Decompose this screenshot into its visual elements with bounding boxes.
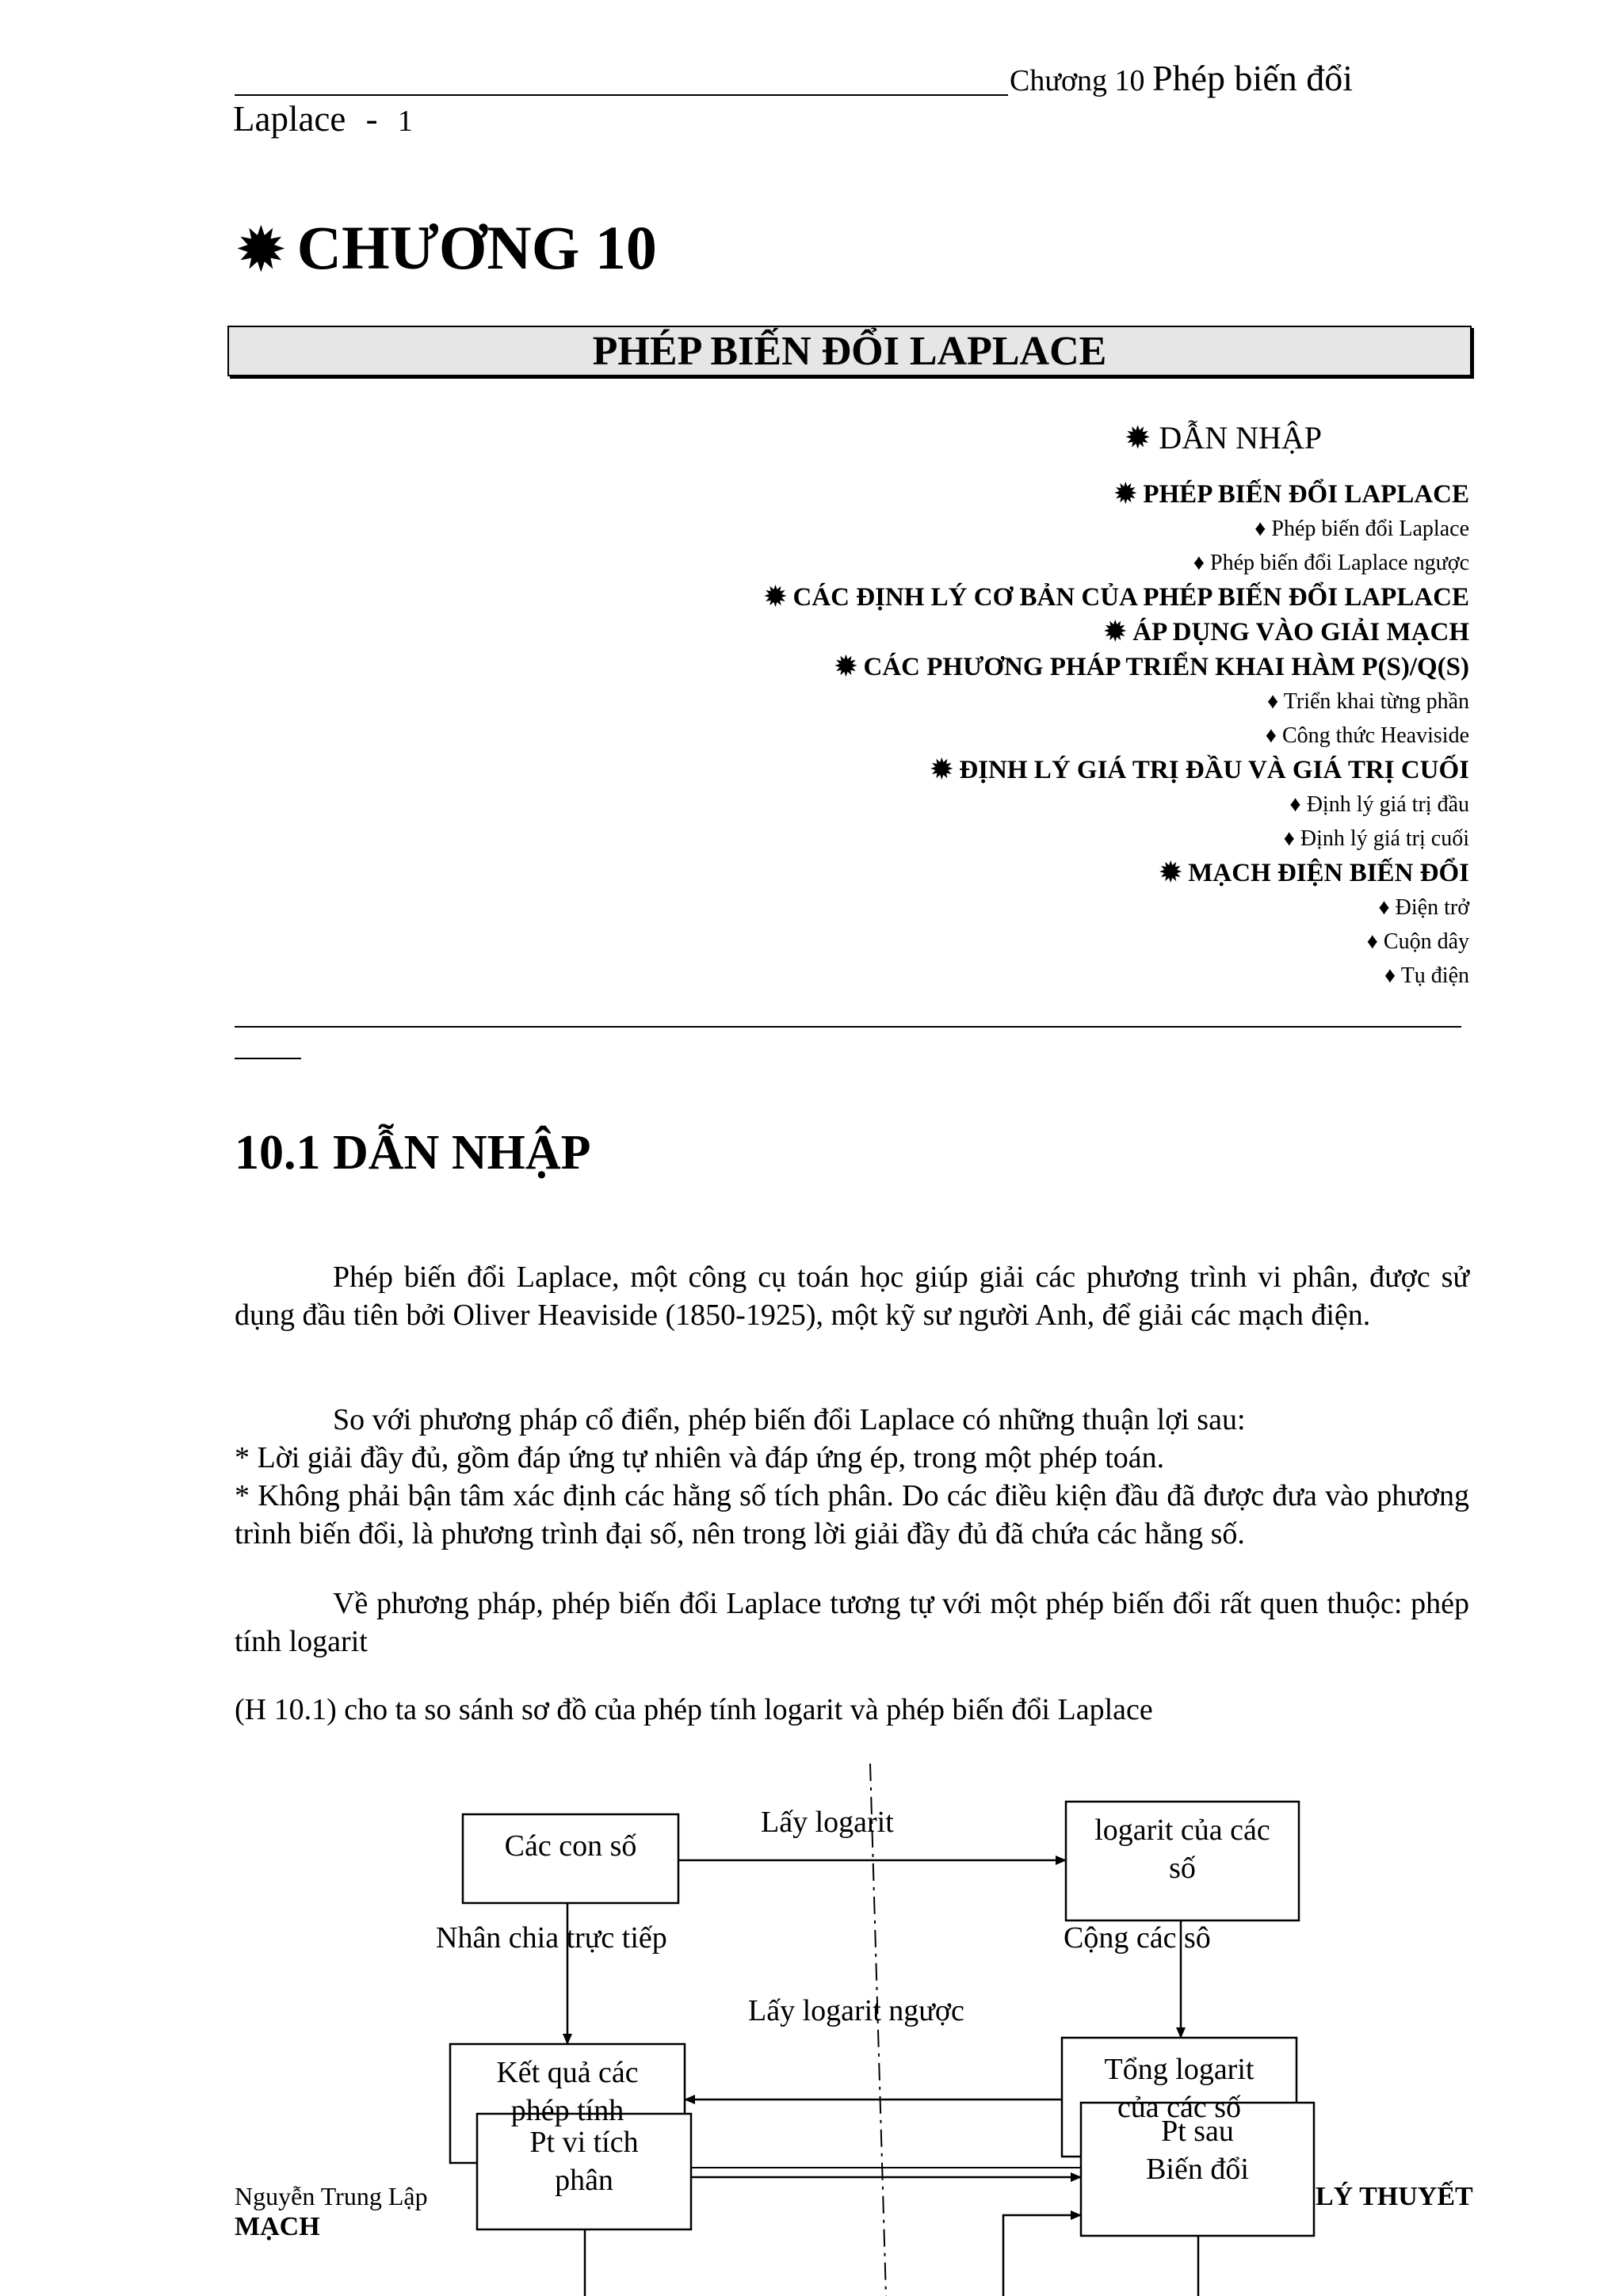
chapter-title: PHÉP BIẾN ĐỔI LAPLACE [592, 329, 1107, 374]
box-differential-text-1: Pt vi tích [529, 2126, 639, 2159]
label-add [1064, 1919, 1211, 1957]
box-transformed-text-1: Pt sau [1161, 2115, 1234, 2148]
outline-subitem: ♦ Tụ điện [1384, 963, 1469, 988]
box-results-text-1: Kết quả các [496, 2056, 639, 2089]
footer-author: Nguyễn Trung Lập [235, 2182, 428, 2210]
outline-subitem: ♦ Phép biến đổi Laplace [1254, 517, 1469, 541]
advantage-item: * Không phải bận tâm xác định các hằng số tích phân. Do các điều kiện đầu đã được đưa vào phương trình biến đổi, là phương trình đại số, nên trong lời giải đầy đủ đã chứa các hằng số. [235, 1479, 1469, 1550]
center-divider-line [870, 1764, 886, 2296]
paragraph-text: Phép biến đổi Laplace, một công cụ toán học giúp giải các phương trình vi phân, được sử dụng đầu tiên bởi Oliver Heaviside (1850-1925), một kỹ sư người Anh, để giải các mạch điện. [235, 1261, 1469, 1332]
header-chapter-topic: Phép biến đổi [1152, 58, 1354, 98]
outline-intro: ✹ DẪN NHẬP [1124, 420, 1322, 456]
footer-course: LÝ THUYẾT [1316, 2182, 1473, 2211]
box-transformed-label [1092, 2112, 1303, 2188]
box-results-text-2: phép tính [510, 2094, 624, 2127]
label-take-log [761, 1803, 894, 1841]
label-multiply [436, 1919, 667, 1957]
box-logarithms-label [1071, 1811, 1293, 1887]
box-sum-label [1068, 2050, 1290, 2124]
outline-subitem: ♦ Điện trở [1378, 895, 1469, 920]
box-sum-text-2: của các số [1117, 2091, 1242, 2124]
header-dash: - [365, 99, 378, 139]
header-chapter-number: Chương 10 [1010, 64, 1145, 97]
label-inverse-log-text: Lấy logarit ngược [748, 1994, 964, 2027]
header-page-number: 1 [397, 105, 413, 138]
paragraph-text: So với phương pháp cổ điển, phép biến đổi Laplace có những thuận lợi sau: [333, 1403, 1246, 1436]
box-numbers-text: Các con số [504, 1829, 637, 1863]
box-differential-label [485, 2123, 683, 2199]
outline-subitem: ♦ Công thức Heaviside [1265, 723, 1469, 748]
outline-subitem: ♦ Triển khai từng phần [1266, 689, 1469, 714]
label-take-log-text: Lấy logarit [761, 1806, 894, 1839]
outline-item: ✹ CÁC ĐỊNH LÝ CƠ BẢN CỦA PHÉP BIẾN ĐỔI LAPLACE [764, 583, 1469, 612]
arrow-into-transformed [1003, 2215, 1081, 2296]
advantage-item: * Lời giải đầy đủ, gồm đáp ứng tự nhiên và đáp ứng ép, trong một phép toán. [235, 1441, 1165, 1474]
outline-item: ✹ CÁC PHƯƠNG PHÁP TRIỂN KHAI HÀM P(S)/Q(S) [834, 653, 1469, 681]
paragraph-text: Về phương pháp, phép biến đổi Laplace tương tự với một phép biến đổi rất quen thuộc: phép tính logarit [235, 1587, 1469, 1658]
chapter-heading-text: CHƯƠNG 10 [296, 213, 657, 282]
outline-item: ✹ ĐỊNH LÝ GIÁ TRỊ ĐẦU VÀ GIÁ TRỊ CUỐI [930, 756, 1469, 784]
outline-item: ✹ MẠCH ĐIỆN BIẾN ĐỔI [1159, 859, 1469, 887]
outline-subitem: ♦ Định lý giá trị cuối [1283, 826, 1469, 851]
header-laplace-word: Laplace [233, 99, 346, 139]
outline-item: ✹ ÁP DỤNG VÀO GIẢI MẠCH [1104, 618, 1469, 646]
label-multiply-text: Nhân chia trực tiếp [436, 1921, 667, 1955]
box-logarithms-text-1: logarit của các [1094, 1814, 1270, 1847]
box-sum-text-1: Tổng logarit [1104, 2053, 1254, 2086]
outline-subitem: ♦ Định lý giá trị đầu [1289, 792, 1469, 817]
box-differential-text-2: phân [555, 2164, 613, 2197]
outline-item: ✹ PHÉP BIẾN ĐỔI LAPLACE [1114, 480, 1469, 509]
outline-subitem: ♦ Phép biến đổi Laplace ngược [1193, 551, 1469, 575]
box-logarithms-text-2: số [1169, 1852, 1196, 1885]
outline-subitem: ♦ Cuộn dây [1366, 929, 1469, 954]
label-add-text: Cộng các sô [1064, 1921, 1211, 1955]
section-heading: 10.1 DẪN NHẬP [235, 1126, 591, 1180]
star-icon: ✹ [238, 220, 285, 281]
box-numbers-label [475, 1827, 666, 1865]
footer-course-continued: MẠCH [235, 2212, 320, 2241]
label-inverse-log [748, 1992, 964, 2030]
box-transformed-text-2: Biến đổi [1146, 2153, 1249, 2186]
box-results-label [456, 2054, 678, 2127]
paragraph-text: (H 10.1) cho ta so sánh sơ đồ của phép tính logarit và phép biến đổi Laplace [235, 1693, 1153, 1726]
